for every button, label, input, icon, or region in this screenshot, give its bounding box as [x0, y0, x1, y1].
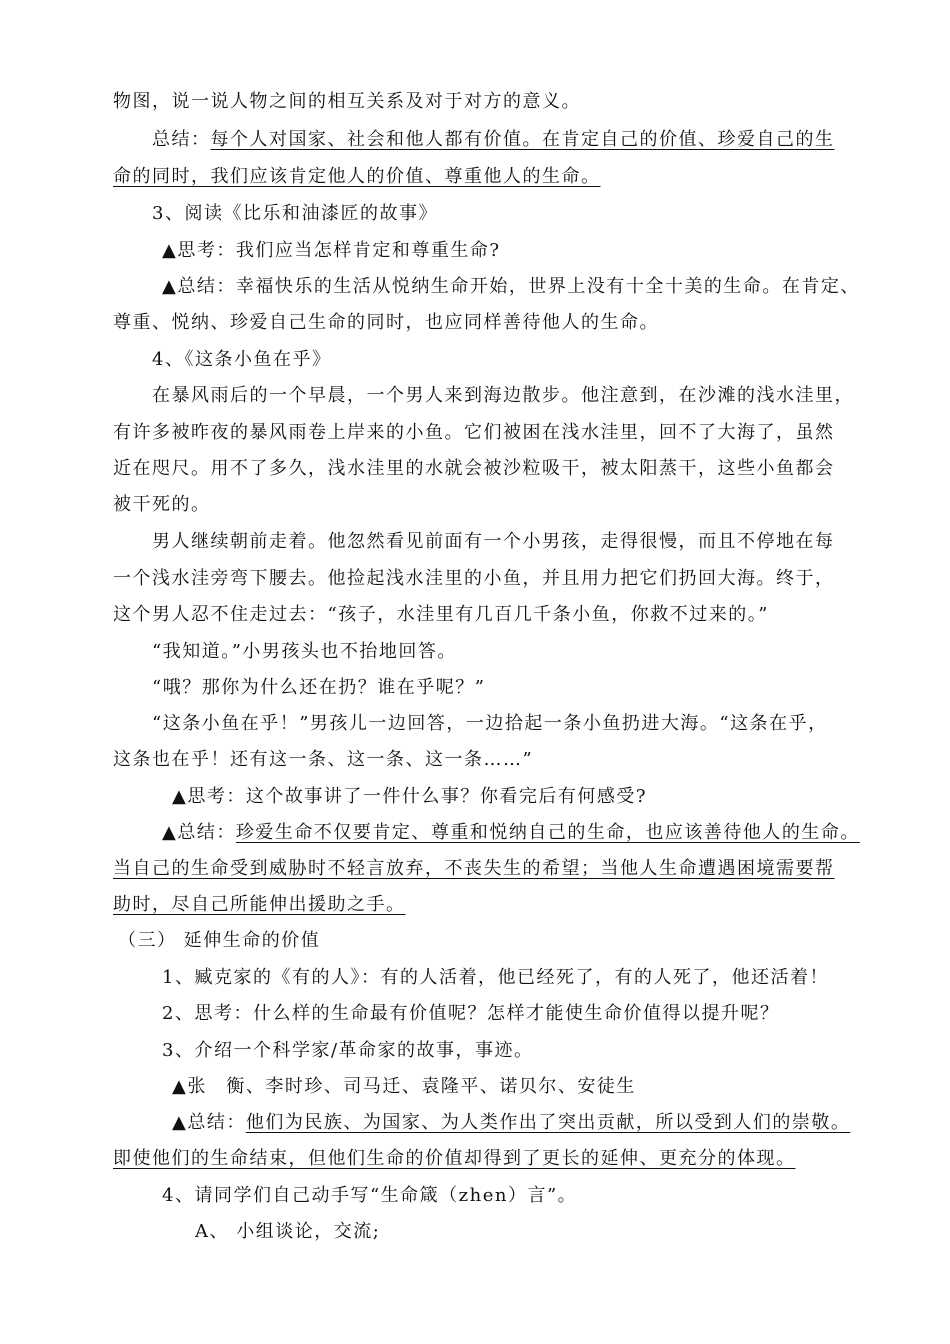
- paragraph-line: 在暴风雨后的一个早晨，一个男人来到海边散步。他注意到，在沙滩的浅水洼里，: [152, 385, 854, 406]
- paragraph-line: 男人继续朝前走着。他忽然看见前面有一个小男孩，走得很慢，而且不停地在每: [152, 531, 835, 552]
- dialogue-line: “这条小鱼在乎！”男孩儿一边回答，一边拾起一条小鱼扔进大海。“这条在乎，: [152, 713, 828, 734]
- text-line: 物图，说一说人物之间的相互关系及对于对方的意义。: [113, 91, 581, 112]
- paragraph-line: 被干死的。: [113, 494, 211, 515]
- paragraph-line: 近在咫尺。用不了多久，浅水洼里的水就会被沙粒吸干，被太阳蒸干，这些小鱼都会: [113, 458, 835, 479]
- summary-line: ▲总结：幸福快乐的生活从悦纳生命开始，世界上没有十全十美的生命。在肯定、: [162, 276, 860, 297]
- paragraph-line: 这个男人忍不住走过去：“孩子，水洼里有几百几千条小鱼，你救不过来的。”: [113, 604, 769, 625]
- dialogue-line: “我知道。”小男孩头也不抬地回答。: [152, 641, 457, 662]
- underlined-text: 珍爱生命不仅要肯定、尊重和悦纳自己的生命，也应该善待他人的生命。: [235, 822, 860, 843]
- paragraph-line: 有许多被昨夜的暴风雨卷上岸来的小鱼。它们被困在浅水洼里，回不了大海了，虽然: [113, 422, 835, 443]
- section-item: 3、阅读《比乐和油漆匠的故事》: [152, 203, 438, 224]
- underlined-text: 他们为民族、为国家、为人类作出了突出贡献，所以受到人们的崇敬。: [245, 1112, 851, 1133]
- dialogue-line: 这条也在乎！还有这一条、这一条、这一条……”: [113, 749, 534, 770]
- summary-label: 总结：: [152, 129, 211, 150]
- think-line: ▲思考：我们应当怎样肯定和尊重生命?: [162, 240, 501, 261]
- paragraph-line: 一个浅水洼旁弯下腰去。他捡起浅水洼里的小鱼，并且用力把它们扔回大海。终于，: [113, 568, 835, 589]
- list-item: 2、思考：什么样的生命最有价值呢？怎样才能使生命价值得以提升呢？: [162, 1003, 780, 1024]
- underlined-text: 助时，尽自己所能伸出援助之手。: [113, 894, 406, 915]
- sub-item: A、 小组谈论，交流;: [195, 1221, 381, 1242]
- summary-line: [172, 1111, 850, 1135]
- summary-label: ▲总结：: [172, 1112, 246, 1133]
- section-item: 4、《这条小鱼在乎》: [152, 349, 332, 370]
- underlined-text: 即使他们的生命结束，但他们生命的价值却得到了更长的延伸、更充分的体现。: [113, 1148, 796, 1169]
- list-item: 3、介绍一个科学家/革命家的故事，事迹。: [162, 1040, 534, 1061]
- list-item: 4、请同学们自己动手写“生命箴（zhen）言”。: [162, 1185, 578, 1206]
- section-heading: （三） 延伸生命的价值: [118, 930, 321, 951]
- underlined-text: 当自己的生命受到威胁时不轻言放弃，不丧失生的希望；当他人生命遭遇困境需要帮: [113, 858, 835, 879]
- summary-line: [152, 128, 835, 152]
- summary-label: ▲总结：: [162, 822, 236, 843]
- dialogue-line: “哦？那你为什么还在扔？谁在乎呢？”: [152, 677, 486, 698]
- underlined-text: 命的同时，我们应该肯定他人的价值、尊重他人的生命。: [113, 166, 601, 187]
- think-line: ▲思考：这个故事讲了一件什么事？你看完后有何感受?: [172, 786, 647, 807]
- underlined-text: 每个人对国家、社会和他人都有价值。在肯定自己的价值、珍爱自己的生: [210, 129, 835, 150]
- text-line: 尊重、悦纳、珍爱自己生命的同时，也应同样善待他人的生命。: [113, 312, 659, 333]
- summary-line: [162, 821, 860, 845]
- list-item: 1、臧克家的《有的人》：有的人活着，他已经死了，有的人死了，他还活着！: [162, 967, 829, 988]
- names-line: ▲张 衡、李时珍、司马迁、袁隆平、诺贝尔、安徒生: [172, 1076, 636, 1097]
